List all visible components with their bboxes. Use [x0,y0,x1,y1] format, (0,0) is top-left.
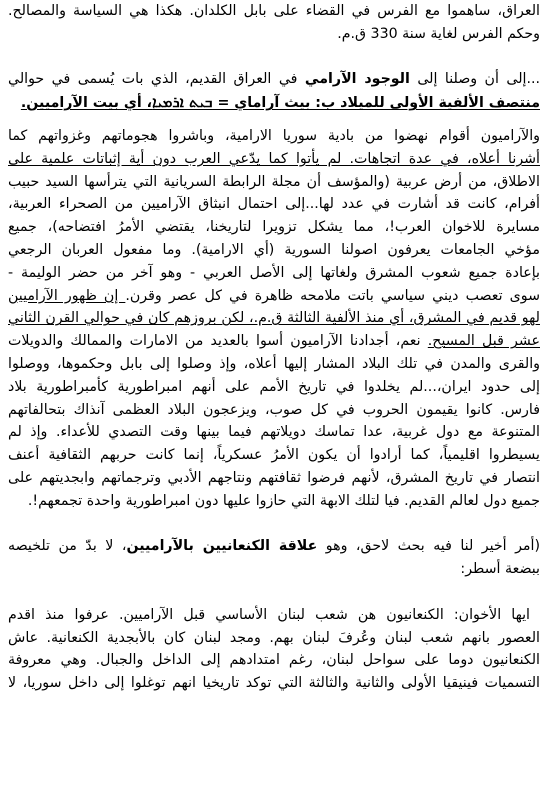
text-line-underlined [8,91,540,114]
paragraph-gap [8,581,540,604]
paragraph-gap [8,513,540,536]
text-line: والآراميون أقوام نهضوا من بادية سوريا الارامية، وباشروا هجوماتهم وغزواتهم كما [8,127,540,144]
text-run: نعم، أجدادنا الآراميون أسوا بالعديد من الامارات والممالك والدويلات [8,333,428,350]
text-line: العراق، ساهموا مع الفرس في القضاء على بابل الكلدان. هكذا هي السياسة والمصالح. [8,3,540,19]
text-run: ...إلى أن وصلنا إلى [409,71,540,88]
bold-phrase: الوجود الآرامي [304,71,410,88]
underlined-heading [21,95,540,111]
text-line [8,285,540,308]
text-line: أفرام، كانت قد أشارت في عدد لها...إلى احتمال انبثاق الآراميين من الصحراء العربية، [8,196,540,213]
paragraph-gap [8,46,540,69]
text-line: يسيطروا اقليمياً، كما أرادوا أن يكون الأمرُ عسكرياً، إنما كانت حربهم الثقافية أعنف [8,447,540,464]
text-line: العصور بانهم شعب لبنان وعُرفَ لبنان بهم. ومجد لبنان كان بالأبجدية الكنعانية. عاش [8,629,540,646]
text-line [8,148,540,171]
underlined-phrase: أشرنا أعلاه، في عدة اتجاهات. لم يأتوا كما يدّعي العرب دون أية إثباتات علمية على [8,150,540,167]
text-line [8,330,540,353]
underlined-phrase: عشر قبل المسيح. [427,333,540,350]
text-line: الكنعانيون دوما على سواحل لبنان، رغم امتدادهم إلى الداخل والجبال. وهي معروفة [8,652,540,669]
text-run: سوى تعصب ديني سياسي باتت ملامحه ظاهرة في كل عصر وقرن. [125,287,540,304]
syriac-script: ܒܝܬ ܐܪܡܝܐ [152,93,213,112]
text-run: (أمر أخير لنا فيه بحث لاحق، وهو [317,538,540,555]
text-line: الاطلاق، من أرض عربية (والمؤسف أن مجلة الرابطة السريانية التي يترأسها السيد حبيب [8,173,540,190]
bold-phrase: علاقة الكنعانيين بالآراميين [126,538,318,555]
text-line: جميع دول لعالم القديم. فيا لتلك الابهة التي حازوا عليها دون امبراطورية واحدة تجمعهم!. [27,492,540,509]
text-line: انتصار في تاريخ المشرق، لأنهم فرضوا ثقافتهم ونتاجهم الأدبي وترجماتهم وابجديتهم على [8,469,540,486]
text-run: ، أي بيت الآراميين. [20,95,153,112]
text-line [8,68,540,91]
text-line: بإعادة جميع شعوب المشرق ولغاتها إلى الأصل العربي - وهو آخر من حضر الوليمة - [8,264,540,281]
text-line: ببضعة أسطر: [460,561,540,578]
text-line: إلى حدود ايران،...لم يخلدوا في تاريخ الأمم على أنهم امبراطورية كأمبراطورية بلاد [8,378,540,395]
text-run: في العراق القديم، الذي بات يُسمى في حوالي [8,71,305,88]
text-line: ايها الأخوان: الكنعانيون هن شعب لبنان الأساسي قبل الآراميين. عرفوا منذ اقدم [8,606,530,623]
text-run: منتصف الألفية الأولى للميلاد ب: بيث آراماي = [212,95,540,112]
text-line: والقرى والمدن في تلك البلاد المشار إليها أعلاه، وإذ وصلوا إلى بابل وحكموها، ووصلوا [8,355,540,372]
paragraph-gap [8,114,540,125]
text-line [8,307,540,330]
text-line: وحكم الفرس لغاية سنة 330 ق.م. [337,25,540,42]
text-line [8,535,540,558]
text-line: التسميات فينيقيا الأولى والثانية والثالثة التي توكد تاريخيا انهم توغلوا إلى داخل سوريا، لا [8,675,540,692]
text-line: المتنوعة مع دول غربية، عدا تماسك دويلاتهم فيما بينها وقت التصدي للأعداء. وإذ لم [8,424,540,441]
text-line: فارس. كانوا يقيمون الحروب في كل صوب، ويزعجون البلاد العظمى آنذاك بتحالفاتهم [8,401,540,418]
underlined-phrase: إن ظهور الآراميين [8,287,126,304]
underlined-phrase: لهو قديم في المشرق، أي منذ الألفية الثالثة ق.م.، لكن بروزهم كان في حوالي القرن الثاني [8,310,540,327]
text-line: مؤخي الجامعات يعرفون اصولنا السورية (أي الارامية). وما مفعول العربان الرجعي [8,241,540,258]
text-run: ، لا بدّ من تلخيصه [8,538,127,555]
text-line: مسايرة للاخوان العرب!، مما يشكل تزويرا لتاريخنا، يقتضي الأمرُ افتضاحه)، جميع [8,219,540,236]
